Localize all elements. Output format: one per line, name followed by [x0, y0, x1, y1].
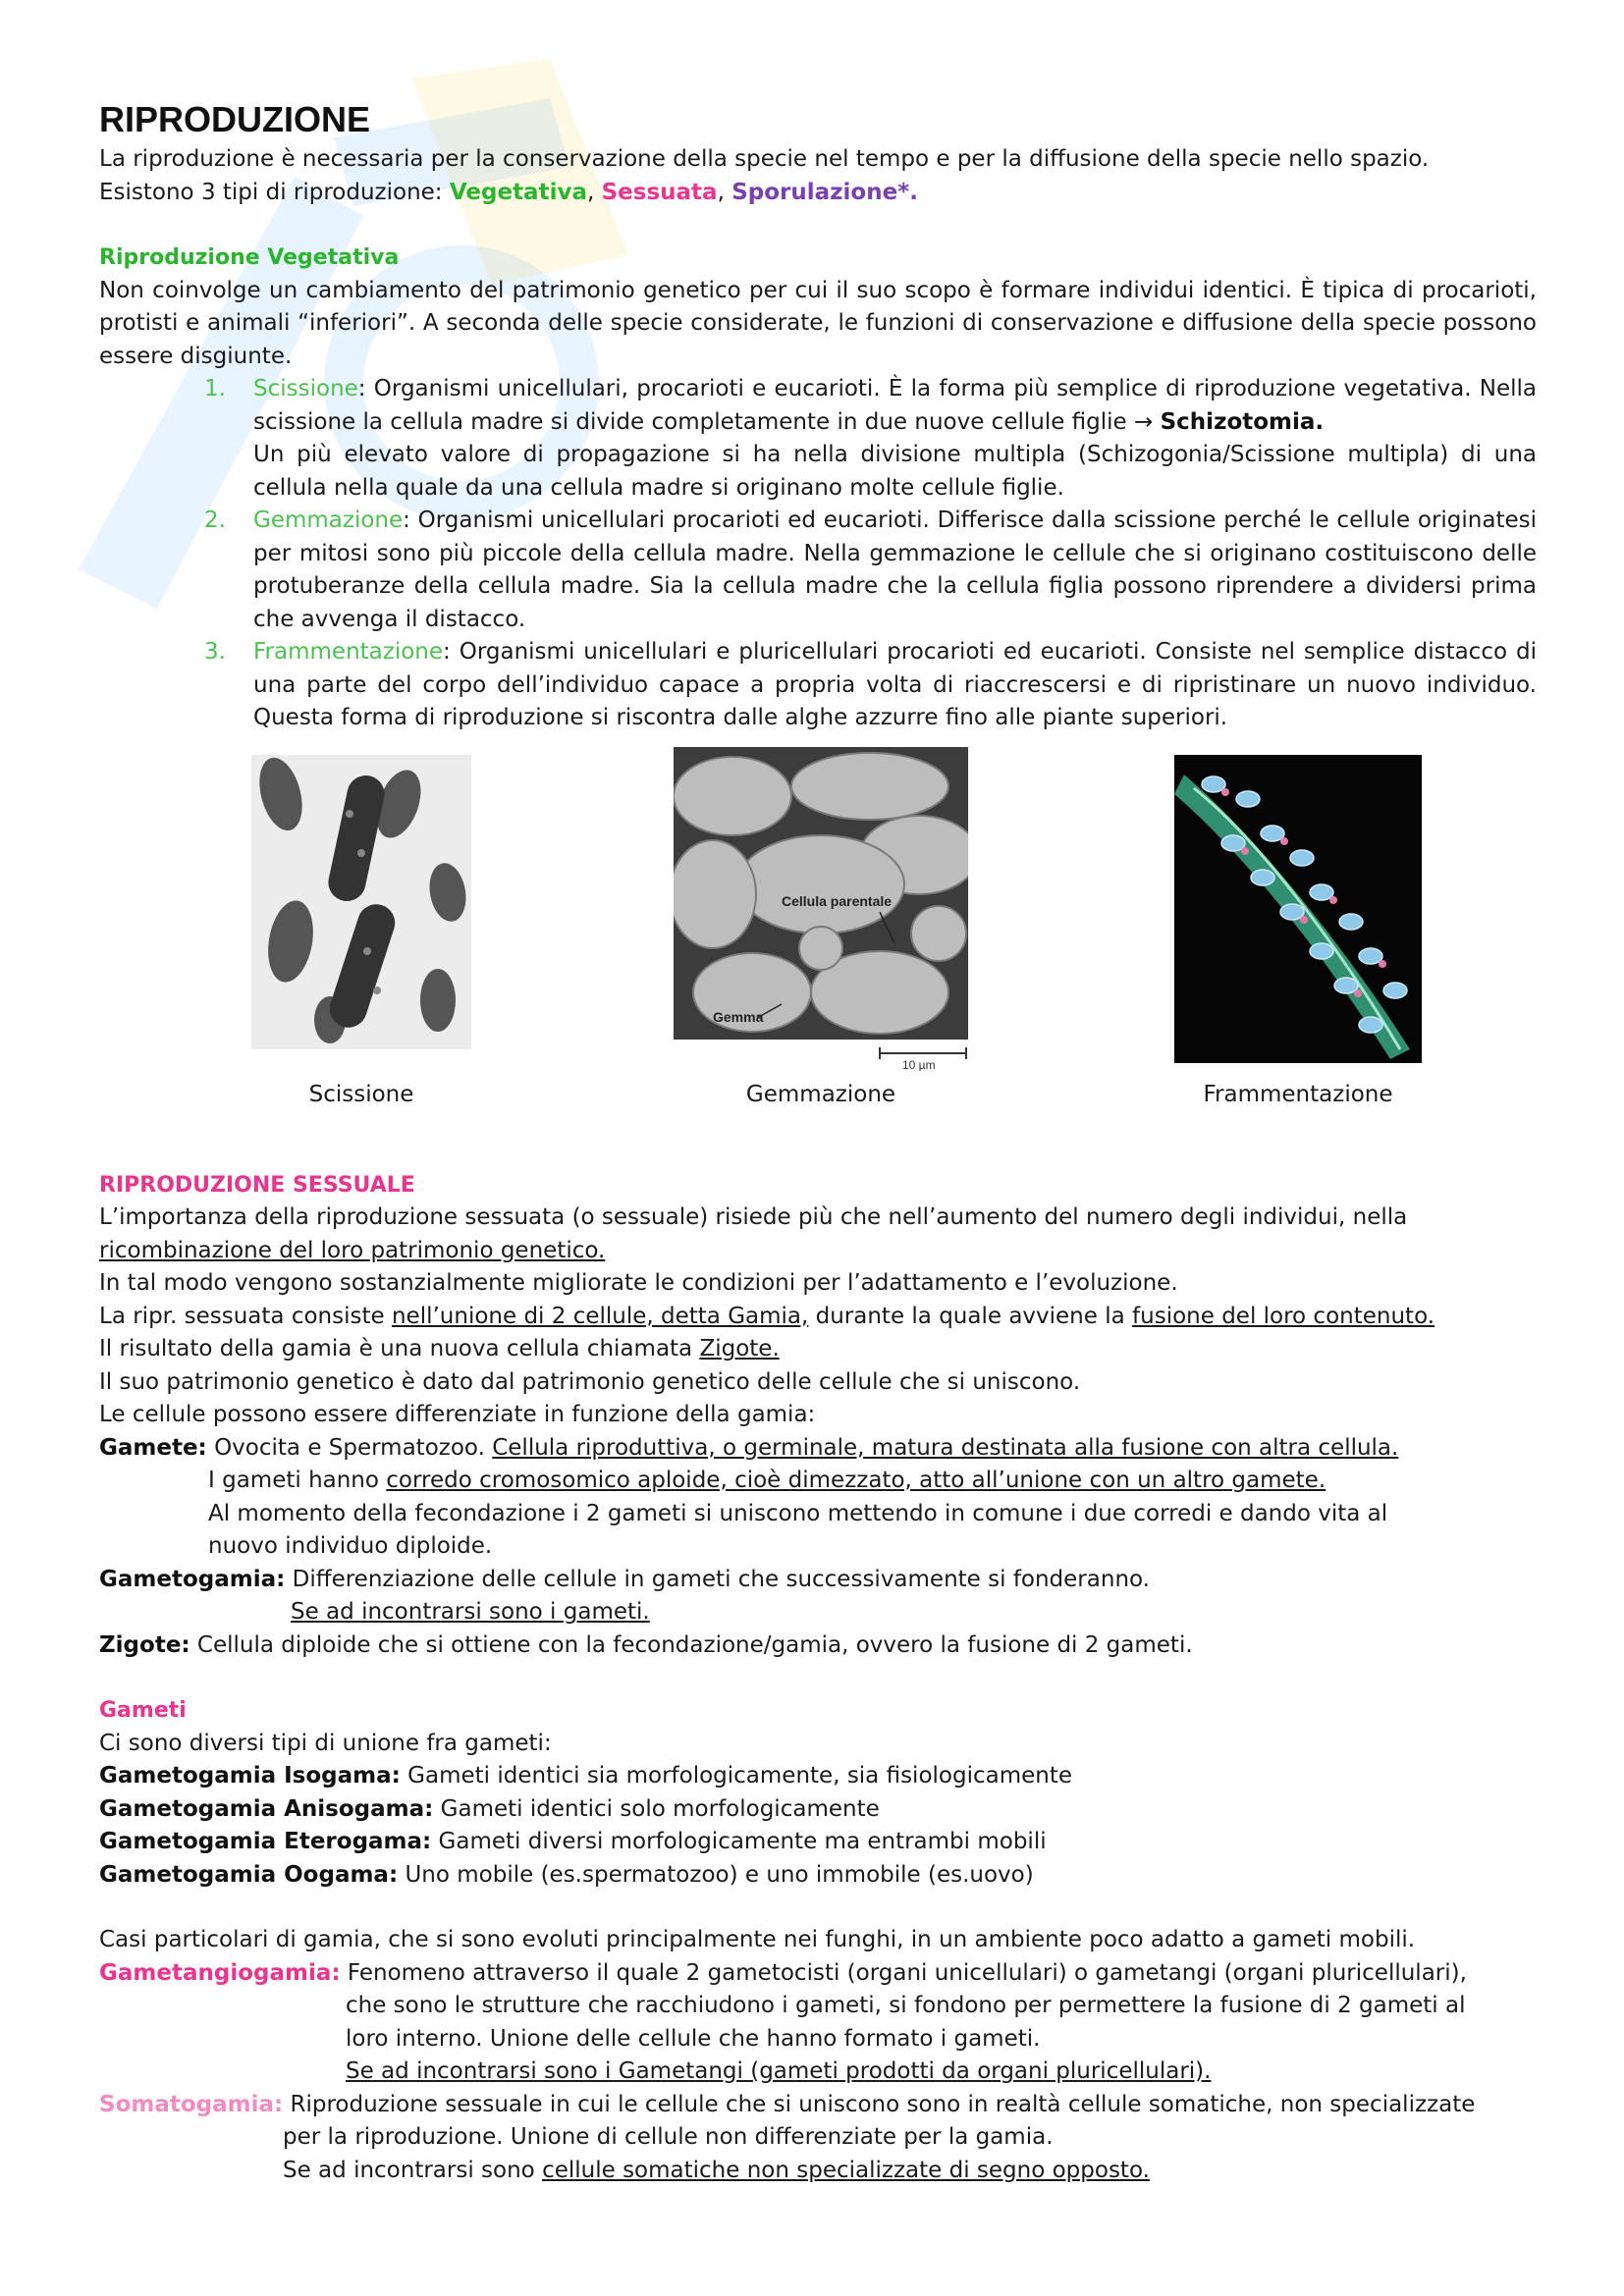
- text-line: nuovo individuo diploide.: [208, 1533, 493, 1559]
- zigote-definition: Zigote: Cellula diploide che si ottiene con la fecondazione/gamia, ovvero la fusione di 2 gameti.: [99, 1631, 1193, 1658]
- text-line: loro interno. Unione delle cellule che hanno formato i gameti.: [346, 2025, 1041, 2052]
- list-item: 2. Gemmazione: Organismi unicellulari procarioti ed eucarioti. Differisce dalla scissione perché le cellule originatesi per mitosi sono più piccole della cellula madre. Nella gemmazione le cellule che si originano costituiscono delle protuberanze della cellula madre. Sia la cellula madre che la cellula figlia possono riprendere a dividersi prima che avvenga il distacco.: [204, 507, 1537, 632]
- caption-gemmazione: Gemmazione: [745, 1081, 896, 1107]
- term-frammentazione: Frammentazione: [253, 639, 444, 665]
- document-page: [99, 98, 1537, 2187]
- label-parentale: Cellula parentale: [782, 892, 893, 909]
- text-line: La ripr. sessuata consiste nell’unione di 2 cellule, detta Gamia, durante la quale avviene la fusione del loro contenuto.: [99, 1303, 1435, 1329]
- yeast-image: [674, 747, 968, 1071]
- caption-scissione: Scissione: [308, 1081, 414, 1107]
- page-title: RIPRODUZIONE: [99, 99, 371, 139]
- text-line: Il risultato della gamia è una nuova cellula chiamata Zigote.: [99, 1336, 780, 1362]
- text-line: Casi particolari di gamia, che si sono evoluti principalmente nei funghi, in un ambiente poco adatto a gameti mobili.: [99, 1927, 1416, 1952]
- intro-line: La riproduzione è necessaria per la conservazione della specie nel tempo e per la diffusione della specie nello spazio.: [99, 146, 1430, 172]
- caption-frammentazione: Frammentazione: [1203, 1081, 1393, 1107]
- vegetativa-paragraph: Non coinvolge un cambiamento del patrimonio genetico per cui il suo scopo è formare individui identici. È tipica di procarioti, protisti e animali “inferiori”. A seconda delle specie considerate, le funzioni di conservazione e diffusione della specie possono essere disgiunte.: [99, 277, 1537, 369]
- list-item: 1. Scissione: Organismi unicellulari, procarioti e eucarioti. È la forma più semplice di riproduzione vegetativa. Nella scissione la cellula madre si divide completamente in due nuove cellule figlie → Schizotomia. Un più elevato valore di propagazione si ha nella divisione multipla (Schizogonia/Scissione multipla) di una cellula nella quale da una cellula madre si originano molte cellule figlie.: [204, 376, 1537, 501]
- gamete-definition: Gamete: Ovocita e Spermatozoo. Cellula riproduttiva, o germinale, matura destinata alla fusione con altra cellula.: [99, 1434, 1399, 1461]
- label-gemma: Gemma: [713, 1008, 764, 1025]
- text-line: Se ad incontrarsi sono i Gametangi (gameti prodotti da organi pluricellulari).: [346, 2058, 1212, 2084]
- text-line: ricombinazione del loro patrimonio genetico.: [99, 1237, 606, 1263]
- type-sporulazione: Sporulazione*.: [731, 179, 918, 205]
- text-line: Il suo patrimonio genetico è dato dal patrimonio genetico delle cellule che si uniscono.: [99, 1368, 1081, 1395]
- gametogamia-definition: Gametogamia: Differenziazione delle cellule in gameti che successivamente si fonderanno.: [99, 1566, 1150, 1592]
- plant-image: [1174, 755, 1422, 1063]
- text-line: Ci sono diversi tipi di unione fra gameti:: [99, 1730, 552, 1756]
- figures-row: [99, 755, 1537, 1167]
- gametangiogamia-definition: Gametangiogamia: Fenomeno attraverso il quale 2 gametocisti (organi unicellulari) o gametangi (organi pluricellulari),: [99, 1959, 1467, 1986]
- text-line: I gameti hanno corredo cromosomico aploide, cioè dimezzato, atto all’unione con un altro gamete.: [208, 1468, 1326, 1493]
- arrow-icon: →: [1134, 408, 1161, 435]
- text-line: Le cellule possono essere differenziate in funzione della gamia:: [99, 1402, 816, 1427]
- text-line: In tal modo vengono sostanzialmente migliorate le condizioni per l’adattamento e l’evoluzione.: [99, 1270, 1178, 1296]
- section-heading-vegetativa: Riproduzione Vegetativa: [99, 245, 400, 270]
- text-line: Se ad incontrarsi sono i gameti.: [291, 1599, 650, 1625]
- figure-scissione: [251, 755, 471, 1049]
- bacteria-image: [251, 755, 471, 1049]
- term-gemmazione: Gemmazione: [253, 507, 404, 533]
- text-line: Se ad incontrarsi sono cellule somatiche non specializzate di segno opposto.: [283, 2157, 1150, 2183]
- types-line: Esistono 3 tipi di riproduzione: Vegetativa, Sessuata, Sporulazione*.: [99, 179, 918, 205]
- vegetativa-list: [99, 373, 1537, 735]
- list-item: 3. Frammentazione: Organismi unicellulari e pluricellulari procarioti ed eucarioti. Consiste nel semplice distacco di una parte del corpo dell’individuo capace a propria volta di riaccrescersi e di ripristinare un nuovo individuo. Questa forma di riproduzione si riscontra dalle alghe azzurre fino alle piante superiori.: [204, 639, 1537, 730]
- figure-gemmazione: [674, 747, 968, 1071]
- term-scissione: Scissione: [253, 376, 358, 401]
- text-line: che sono le strutture che racchiudono i gameti, si fondono per permettere la fusione di 2 gameti al: [346, 1993, 1466, 2018]
- gameti-row: Gametogamia Oogama: Uno mobile (es.spermatozoo) e uno immobile (es.uovo): [99, 1861, 1034, 1888]
- text-line: Al momento della fecondazione i 2 gameti si uniscono mettendo in comune i due corredi e dando vita al: [208, 1500, 1388, 1526]
- type-sessuata: Sessuata: [601, 179, 718, 205]
- scale-label: 10 µm: [902, 1057, 936, 1071]
- section-heading-gameti: Gameti: [99, 1698, 187, 1723]
- text-line: L’importanza della riproduzione sessuata (o sessuale) risiede più che nell’aumento del numero degli individui, nella: [99, 1204, 1408, 1230]
- text-line: per la riproduzione. Unione di cellule non differenziate per la gamia.: [283, 2124, 1054, 2150]
- gameti-row: Gametogamia Anisogama: Gameti identici solo morfologicamente: [99, 1795, 880, 1822]
- gameti-row: Gametogamia Eterogama: Gameti diversi morfologicamente ma entrambi mobili: [99, 1829, 1047, 1854]
- somatogamia-definition: Somatogamia: Riproduzione sessuale in cui le cellule che si uniscono sono in realtà cellule somatiche, non specializzate: [99, 2091, 1476, 2117]
- gameti-row: Gametogamia Isogama: Gameti identici sia morfologicamente, sia fisiologicamente: [99, 1763, 1073, 1789]
- type-vegetativa: Vegetativa: [449, 179, 587, 205]
- figure-frammentazione: [1174, 755, 1422, 1063]
- section-heading-sessuale: RIPRODUZIONE SESSUALE: [99, 1172, 415, 1198]
